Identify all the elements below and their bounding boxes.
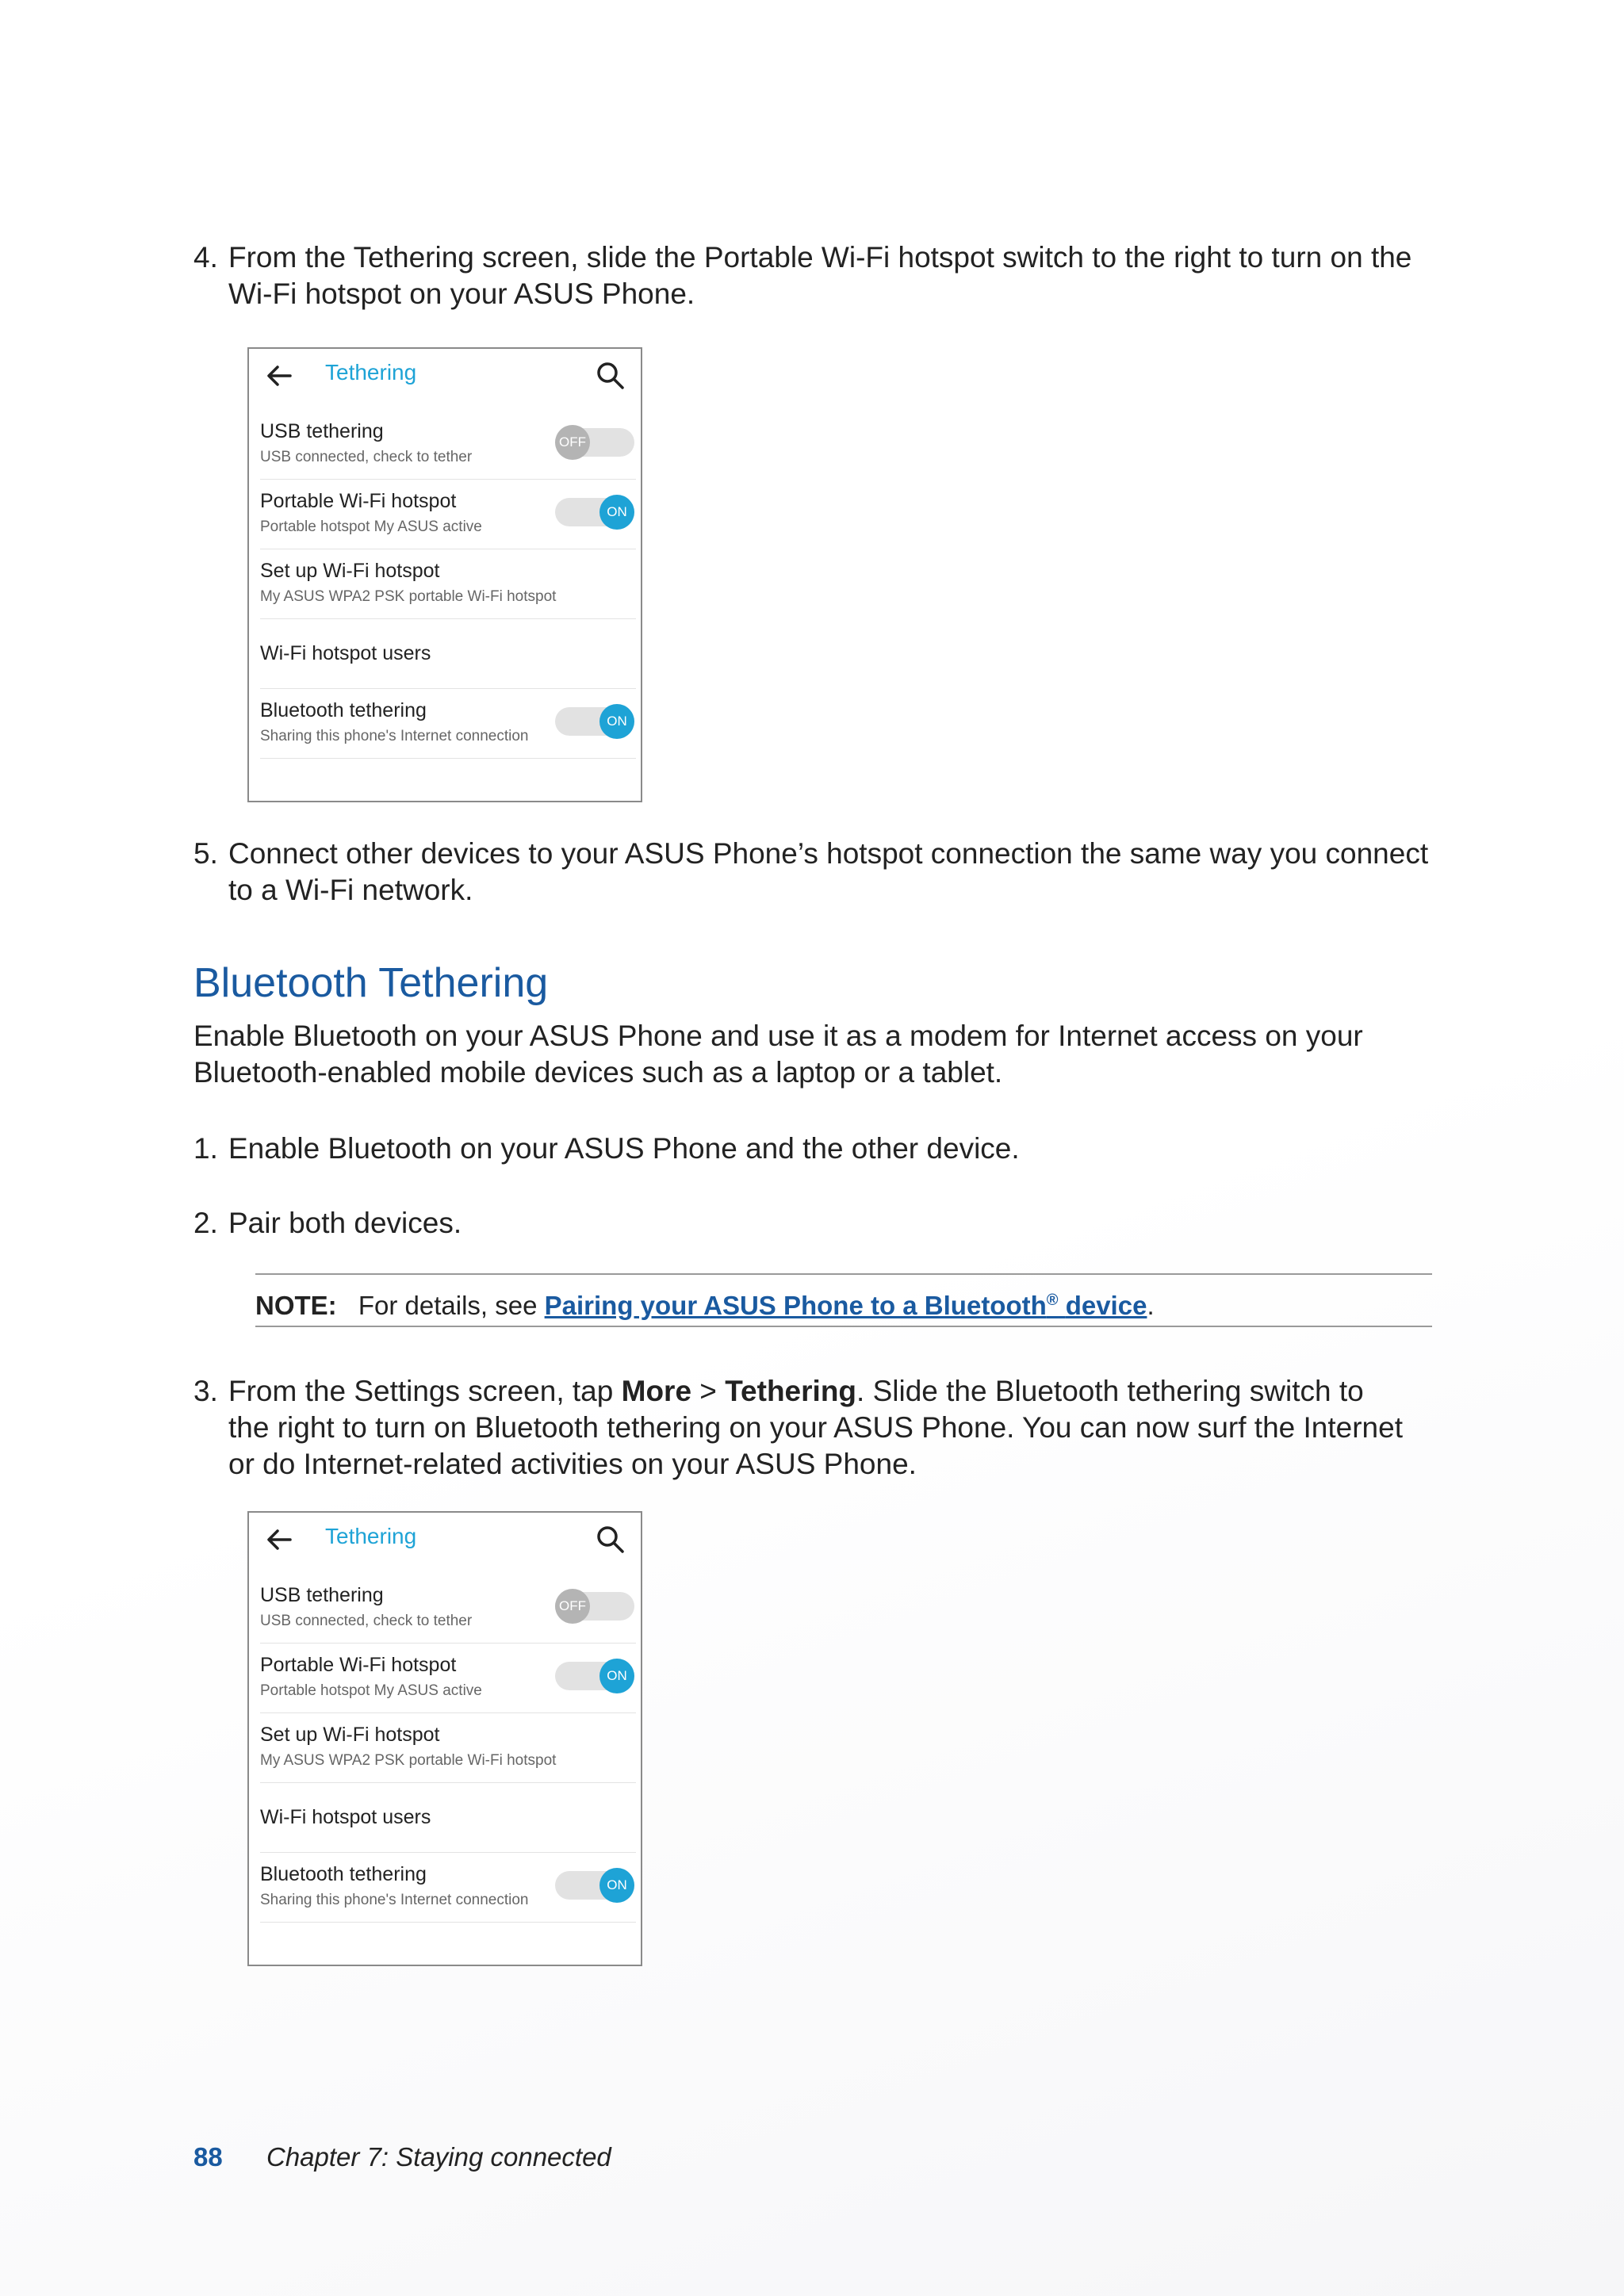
usb-tethering-toggle[interactable] (555, 428, 634, 457)
portable-hotspot-toggle[interactable] (555, 498, 634, 526)
chapter-title: Chapter 7: Staying connected (266, 2142, 611, 2172)
link-text-end: device (1065, 1291, 1147, 1320)
setting-row-portable-hotspot[interactable] (260, 1643, 636, 1713)
toggle-state: OFF (555, 425, 590, 460)
step-text: Connect other devices to your ASUS Phone’s hotspot connection the same way you connect to a Wi-Fi network. (228, 837, 1429, 906)
back-arrow-icon[interactable] (265, 1525, 293, 1554)
search-icon[interactable] (595, 1524, 626, 1556)
setting-row-hotspot-users[interactable] (260, 618, 636, 689)
bluetooth-tethering-toggle[interactable] (555, 1871, 634, 1900)
bluetooth-tethering-toggle[interactable] (555, 707, 634, 736)
setting-row-setup-hotspot[interactable] (260, 549, 636, 619)
row-title: Wi-Fi hotspot users (260, 642, 431, 664)
step-text: From the Tethering screen, slide the Portable Wi-Fi hotspot switch to the right to turn on the Wi-Fi hotspot on your ASUS Phone. (228, 241, 1412, 310)
toggle-state: OFF (555, 1589, 590, 1624)
bt-step-3 (193, 1373, 1407, 1483)
step-number: 5. (193, 837, 218, 870)
step-text: Pair both devices. (228, 1207, 462, 1239)
step-number: 2. (193, 1207, 218, 1239)
step-number: 3. (193, 1375, 218, 1407)
app-bar (249, 349, 641, 404)
bt-step-2 (193, 1205, 1431, 1242)
text-part: > (691, 1375, 726, 1407)
row-subtitle: Portable hotspot My ASUS active (260, 519, 482, 535)
registered-mark: ® (1046, 1292, 1059, 1309)
search-icon[interactable] (595, 360, 626, 392)
screen-title: Tethering (325, 1524, 417, 1548)
phone-screenshot-tethering-1 (247, 347, 642, 802)
bold-tethering: Tethering (725, 1375, 857, 1407)
setting-row-usb-tethering[interactable] (260, 409, 636, 480)
screen-title: Tethering (325, 360, 417, 385)
portable-hotspot-toggle[interactable] (555, 1662, 634, 1690)
setting-row-bluetooth-tethering[interactable] (260, 688, 636, 759)
row-title: USB tethering (260, 420, 384, 442)
row-title: Portable Wi-Fi hotspot (260, 490, 457, 512)
setting-row-portable-hotspot[interactable] (260, 479, 636, 549)
setting-row-setup-hotspot[interactable] (260, 1712, 636, 1783)
note-label: NOTE: (255, 1291, 337, 1320)
page-number: 88 (193, 2142, 223, 2172)
step-4 (193, 239, 1431, 312)
bold-more: More (621, 1375, 692, 1407)
row-title: Bluetooth tethering (260, 1863, 427, 1885)
row-subtitle: Portable hotspot My ASUS active (260, 1682, 482, 1699)
row-subtitle: My ASUS WPA2 PSK portable Wi-Fi hotspot (260, 588, 557, 605)
usb-tethering-toggle[interactable] (555, 1592, 634, 1621)
link-text: Pairing your ASUS Phone to a Bluetooth (544, 1291, 1047, 1320)
text-part: . Slide the Bluetooth tethering switch to the right to turn on Bluetooth tethering on your ASUS Phone. You can now surf the Internet or do Internet-related activities on your ASUS Phone. (228, 1375, 1403, 1480)
setting-row-bluetooth-tethering[interactable] (260, 1852, 636, 1923)
row-title: Set up Wi-Fi hotspot (260, 560, 440, 582)
section-heading: Bluetooth Tethering (193, 960, 549, 1006)
setting-row-hotspot-users[interactable] (260, 1782, 636, 1853)
row-title: Bluetooth tethering (260, 699, 427, 721)
row-title: USB tethering (260, 1584, 384, 1606)
text-part: From the Settings screen, tap (228, 1375, 622, 1407)
phone-screenshot-tethering-2 (247, 1511, 642, 1966)
setting-row-usb-tethering[interactable] (260, 1573, 636, 1644)
row-title: Wi-Fi hotspot users (260, 1806, 431, 1828)
step-text: Enable Bluetooth on your ASUS Phone and the other device. (228, 1132, 1020, 1165)
row-title: Set up Wi-Fi hotspot (260, 1724, 440, 1746)
row-subtitle: USB connected, check to tether (260, 1613, 473, 1629)
note-box (255, 1273, 1432, 1327)
toggle-state: ON (599, 1868, 634, 1903)
section-intro: Enable Bluetooth on your ASUS Phone and use it as a modem for Internet access on your Bluetooth-enabled mobile devices such as a laptop or a tablet. (193, 1020, 1363, 1089)
app-bar (249, 1513, 641, 1568)
row-subtitle: USB connected, check to tether (260, 449, 473, 465)
step-5 (193, 836, 1431, 909)
toggle-state: ON (599, 495, 634, 530)
note-suffix: . (1147, 1291, 1155, 1320)
step-number: 1. (193, 1132, 218, 1165)
bt-step-1 (193, 1131, 1431, 1167)
step-number: 4. (193, 241, 218, 274)
step-text (228, 1373, 1407, 1483)
toggle-state: ON (599, 1659, 634, 1693)
note-prefix: For details, see (358, 1291, 538, 1320)
pairing-link[interactable] (545, 1291, 1147, 1320)
back-arrow-icon[interactable] (265, 362, 293, 390)
row-title: Portable Wi-Fi hotspot (260, 1654, 457, 1676)
toggle-state: ON (599, 704, 634, 739)
row-subtitle: Sharing this phone's Internet connection (260, 728, 529, 744)
row-subtitle: My ASUS WPA2 PSK portable Wi-Fi hotspot (260, 1752, 557, 1769)
row-subtitle: Sharing this phone's Internet connection (260, 1892, 529, 1908)
